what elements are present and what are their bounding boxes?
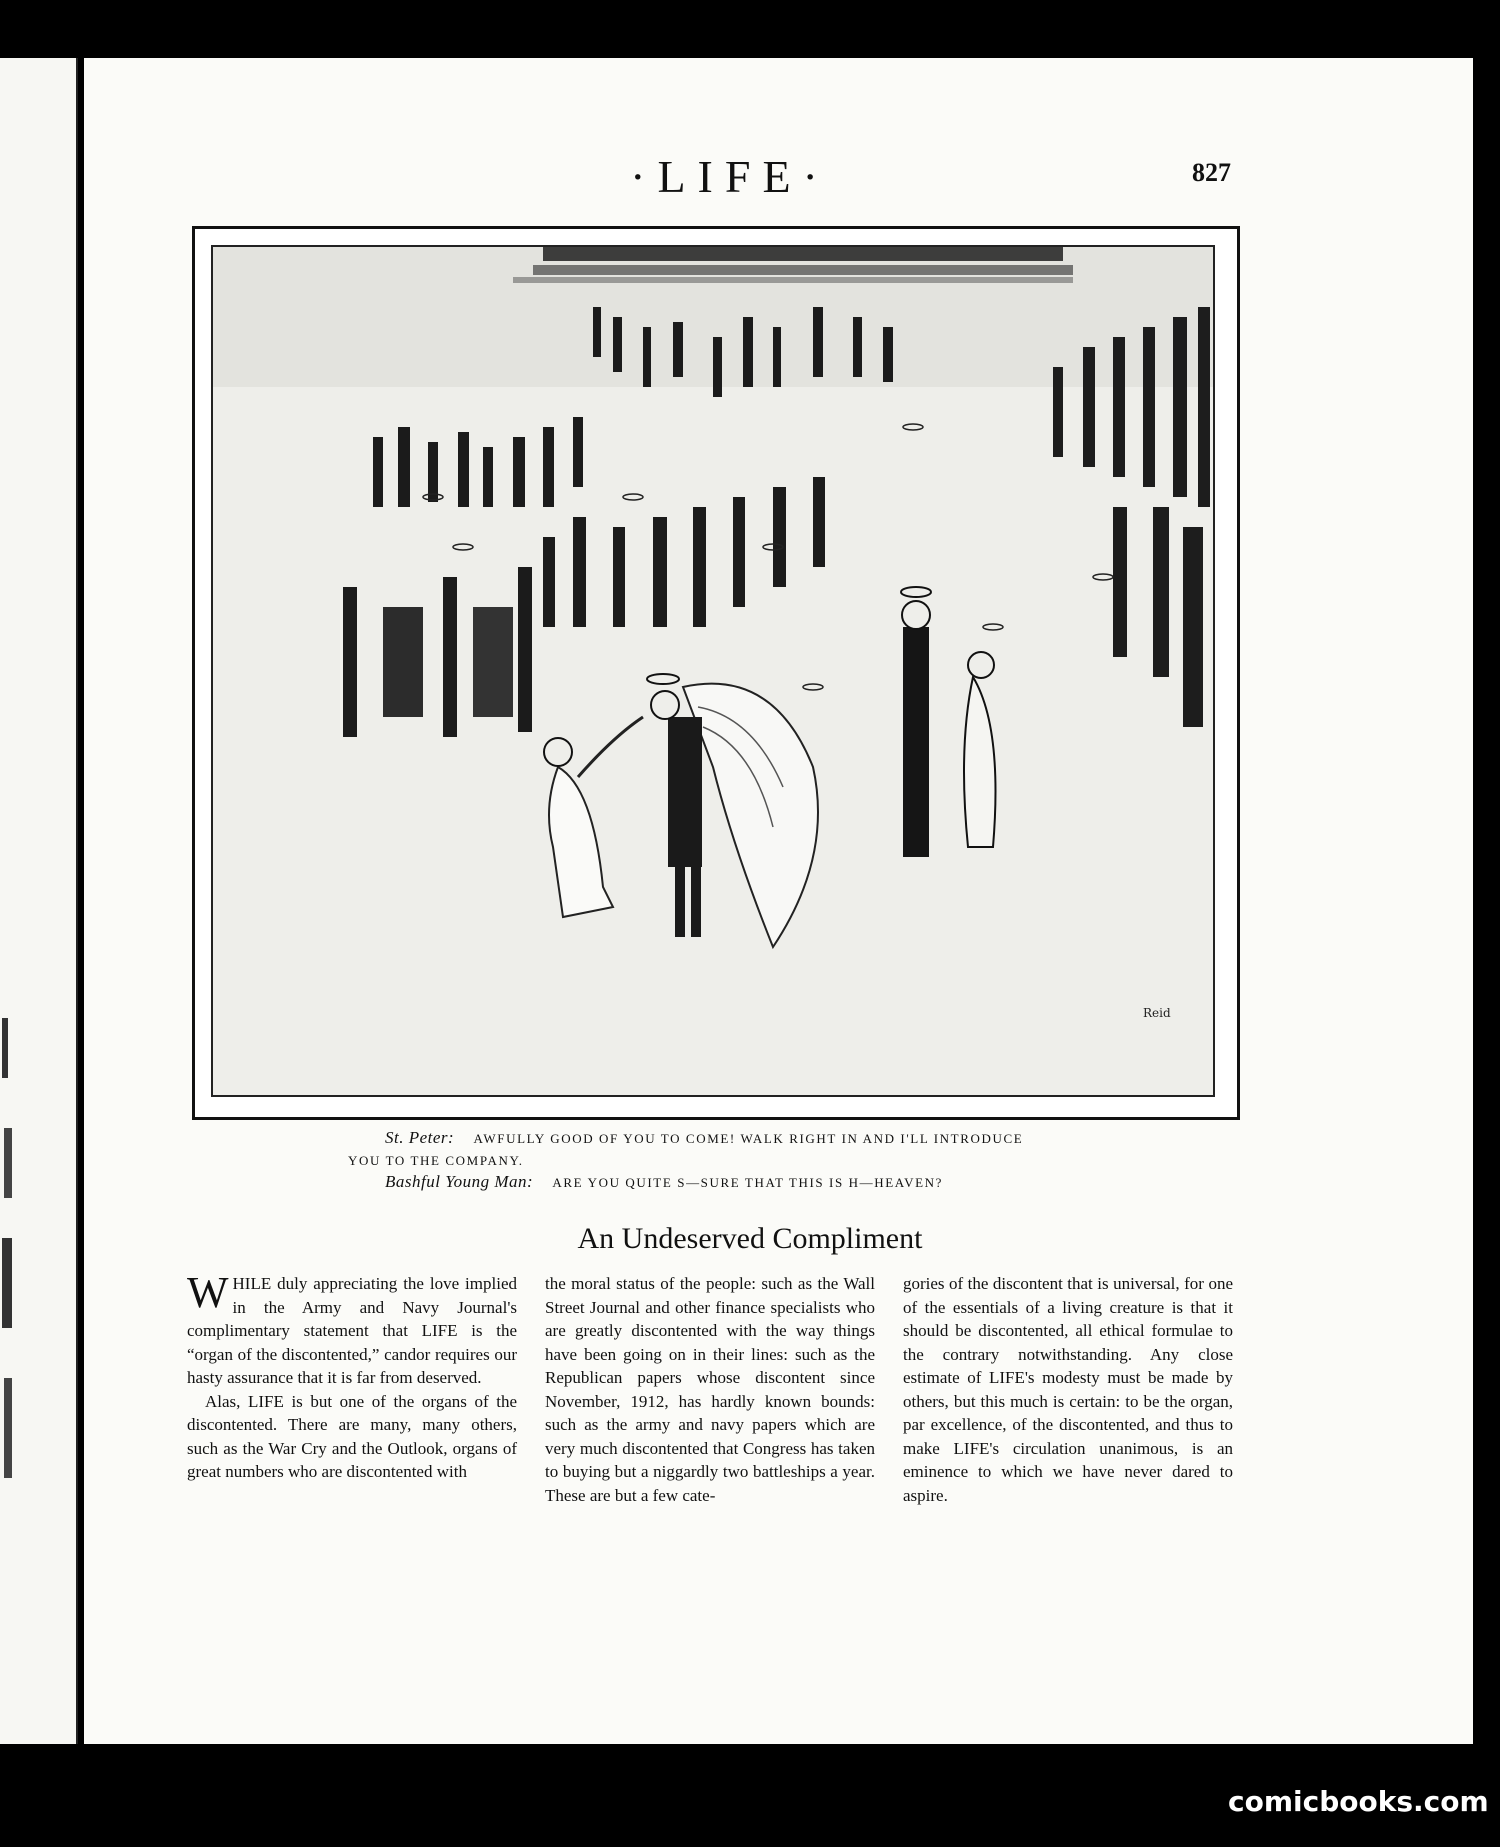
paragraph-4: gories of the discontent that is universal, for one of the essentials of a living creature is that it should be discontented, all ethical formulae to the contrary notwithstanding. Any close estimate of LIFE's modesty must be made by others, but this much is certain: to be the organ, par excellence, of the discontented, and thus to make LIFE's circulation unanimous, is an eminence to which we have never dared to aspire. <box>903 1274 1233 1505</box>
caption-line-2: YOU TO THE COMPANY. <box>348 1153 524 1168</box>
distant-crowd <box>513 247 1073 283</box>
page-number: 827 <box>1192 158 1231 187</box>
heaven-party-drawing <box>213 247 1213 1095</box>
site-watermark: comicbooks.com <box>1228 1785 1489 1818</box>
article-column-1 <box>187 1268 517 1484</box>
caption-speaker-1: St. Peter: <box>385 1128 455 1147</box>
article-column-3 <box>903 1272 1233 1507</box>
cartoon-caption <box>385 1128 1185 1149</box>
facing-page-edge <box>0 58 78 1744</box>
paragraph-2: Alas, LIFE is but one of the organs of the discontented. There are many, many others, such as the War Cry and the Outlook, organs of great numbers who are discontented with <box>187 1391 517 1481</box>
caption-line-1: AWFULLY GOOD OF YOU TO COME! WALK RIGHT IN AND I'LL INTRODUCE <box>473 1131 1024 1146</box>
cartoon-illustration <box>211 245 1215 1097</box>
facing-page-text-fragments <box>0 1018 20 1538</box>
caption-speaker-2: Bashful Young Man: <box>385 1172 534 1191</box>
article-column-2 <box>545 1272 875 1507</box>
cartoon-frame <box>192 226 1240 1120</box>
cartoon-caption-cont <box>348 1151 1148 1171</box>
paragraph-1 <box>187 1268 517 1390</box>
paragraph-3: the moral status of the people: such as the Wall Street Journal and other finance specialists who are greatly discontented with the way things have been going on in their lines: such as the Republican papers whose discontent since November, 1912, has hardly known bounds: such as the army and navy papers which are very much discontented that Congress has taken to buying but a niggardly two battleships a year. These are but a few cate- <box>545 1274 875 1505</box>
masthead-title: ·LIFE· <box>630 151 830 202</box>
artist-signature: Reid <box>1143 1006 1171 1020</box>
drop-cap: W <box>187 1268 229 1317</box>
paragraph-1-text: HILE duly appreciating the love implied in the Army and Navy Journal's complimentary statement that LIFE is the “organ of the discontented,” candor requires our hasty assurance that it is far from deserved. <box>187 1274 517 1387</box>
caption-line-3: ARE YOU QUITE S—SURE THAT THIS IS H—HEAVEN? <box>552 1175 943 1190</box>
article-title: An Undeserved Compliment <box>577 1222 923 1255</box>
cartoon-caption-2 <box>385 1172 1185 1193</box>
masthead <box>620 150 840 203</box>
